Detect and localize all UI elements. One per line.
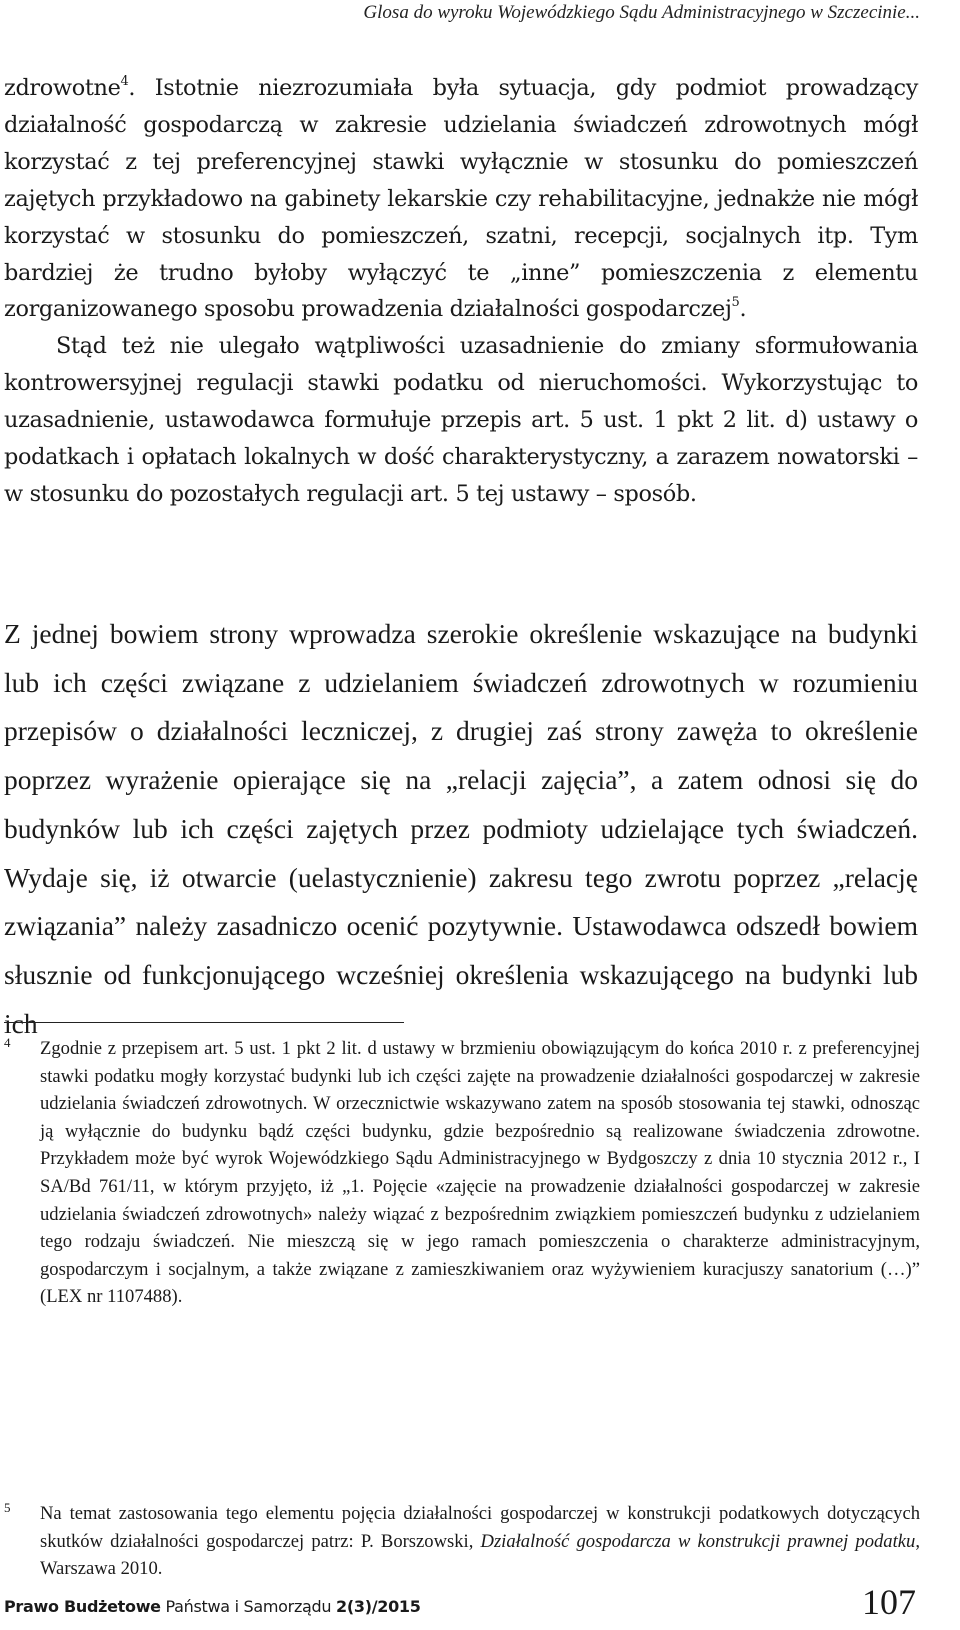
footnote-5-number: 5 (4, 1500, 11, 1515)
footnote-4-number: 4 (4, 1035, 11, 1050)
footnote-separator (4, 1022, 404, 1023)
paragraph-2-text: Stąd też nie ulegało wątpliwości uzasadnienie do zmiany sformułowania kontrowersyjnej regulacji stawki podatku od nieruchomości. Wykorzystując to uzasadnienie, ustawodawca formułuje przepis art. 5 ust. 1 pkt 2 lit. d) ustawy o podatkach i opłatach lokalnych w dość charakterystyczny, a zarazem nowatorski – w stosunku do pozostałych regulacji art. 5 tej ustawy – sposób. (4, 333, 918, 507)
footnote-5 (0, 1500, 920, 1583)
journal-name: Prawo Budżetowe Państwa i Samorządu 2(3)/2015 (4, 1597, 421, 1616)
paragraph-2-continued (4, 610, 918, 1048)
paragraph-1-text: . Istotnie niezrozumiała była sytuacja, gdy podmiot prowadzący działalność gospodarczą w zakresie udzielania świadczeń zdrowotnych mógł korzystać z tej preferencyjnej stawki wyłącznie w stosunku do pomieszczeń zajętych przykładowo na gabinety lekarskie czy rehabilitacyjne, jednakże nie mógł korzystać w stosunku do pomieszczeń, szatni, recepcji, socjalnych itp. Tym bardziej że trudno byłoby wyłączyć te „inne” pomieszczenia z elementu zorganizowanego sposobu prowadzenia działalności gospodarczej (4, 75, 918, 323)
main-text-lower (4, 610, 918, 1048)
paragraph-2 (4, 328, 918, 513)
paragraph-1-end: . (739, 296, 747, 323)
footnote-4-text: Zgodnie z przepisem art. 5 ust. 1 pkt 2 lit. d ustawy w brzmieniu obowiązującym do końca 2010 r. z preferencyjnej stawki podatku mogły korzystać budynki lub ich części zajęte na prowadzenie działalności gospodarczej w zakresie udzielania świadczeń zdrowotnych. W orzecznictwie wskazywano zatem na sposób stosowania tej stawki, odnosząc ją wyłącznie do budynku bądź części budynku, gdzie bezpośrednio są realizowane świadczenia zdrowotne. Przykładem może być wyrok Wojewódzkiego Sądu Administracyjnego w Bydgoszczy z dnia 10 stycznia 2012 r., I SA/Bd 761/11, w którym przyjęto, iż „1. Pojęcie «zajęcie na prowadzenie działalności gospodarczej w zakresie udzielania świadczeń zdrowotnych» należy wiązać z bezpośrednim związkiem pomieszczeń budynku z udzielaniem tego rodzaju świadczeń. Nie mieszczą się w jego ramach pomieszczenia o charakterze administracyjnym, gospodarczym i socjalnym, a także związane z zamieszkiwaniem oraz wyżywieniem kuracjuszy sanatorium (…)” (LEX nr 1107488). (40, 1038, 920, 1308)
cited-book-title: Działalność gospodarcza w konstrukcji prawnej podatku (480, 1530, 916, 1552)
footnote-4 (0, 1035, 920, 1311)
main-text-upper (4, 70, 918, 513)
footnote-ref-4: 4 (120, 74, 129, 89)
page-footer (4, 1582, 916, 1622)
paragraph-1-start: zdrowotne (4, 75, 121, 101)
paragraph-2-continued-text: Z jednej bowiem strony wprowadza szerokie określenie wskazujące na budynki lub ich części związane z udzielaniem świadczeń zdrowotnych w rozumieniu przepisów o działalności leczniczej, z drugiej zaś strony zawęża to określenie poprzez wyrażenie opierające się na „relacji zajęcia”, a zatem odnosi się do budynków lub ich części zajętych przez podmioty udzielające tych świadczeń. Wydaje się, iż otwarcie (uelastycznienie) zakresu tego zwrotu poprzez „relację związania” należy zasadniczo ocenić pozytywnie. Ustawodawca odszedł bowiem słusznie od funkcjonującego wcześniej określenia wskazującego na budynki lub ich (4, 618, 918, 1039)
page-number: 107 (862, 1582, 916, 1622)
paragraph-1 (4, 70, 918, 328)
running-header: Glosa do wyroku Wojewódzkiego Sądu Administracyjnego w Szczecinie... (363, 2, 920, 23)
footnote-ref-5: 5 (731, 295, 740, 311)
footnote-5-text: Na temat zastosowania tego elementu pojęcia działalności gospodarczej w konstrukcji podatkowych dotyczących skutków działalności gospodarczej patrz: P. Borszowski, Działalność gospodarcza w konstrukcji prawnej podatku, Warszawa 2010. (40, 1503, 920, 1580)
